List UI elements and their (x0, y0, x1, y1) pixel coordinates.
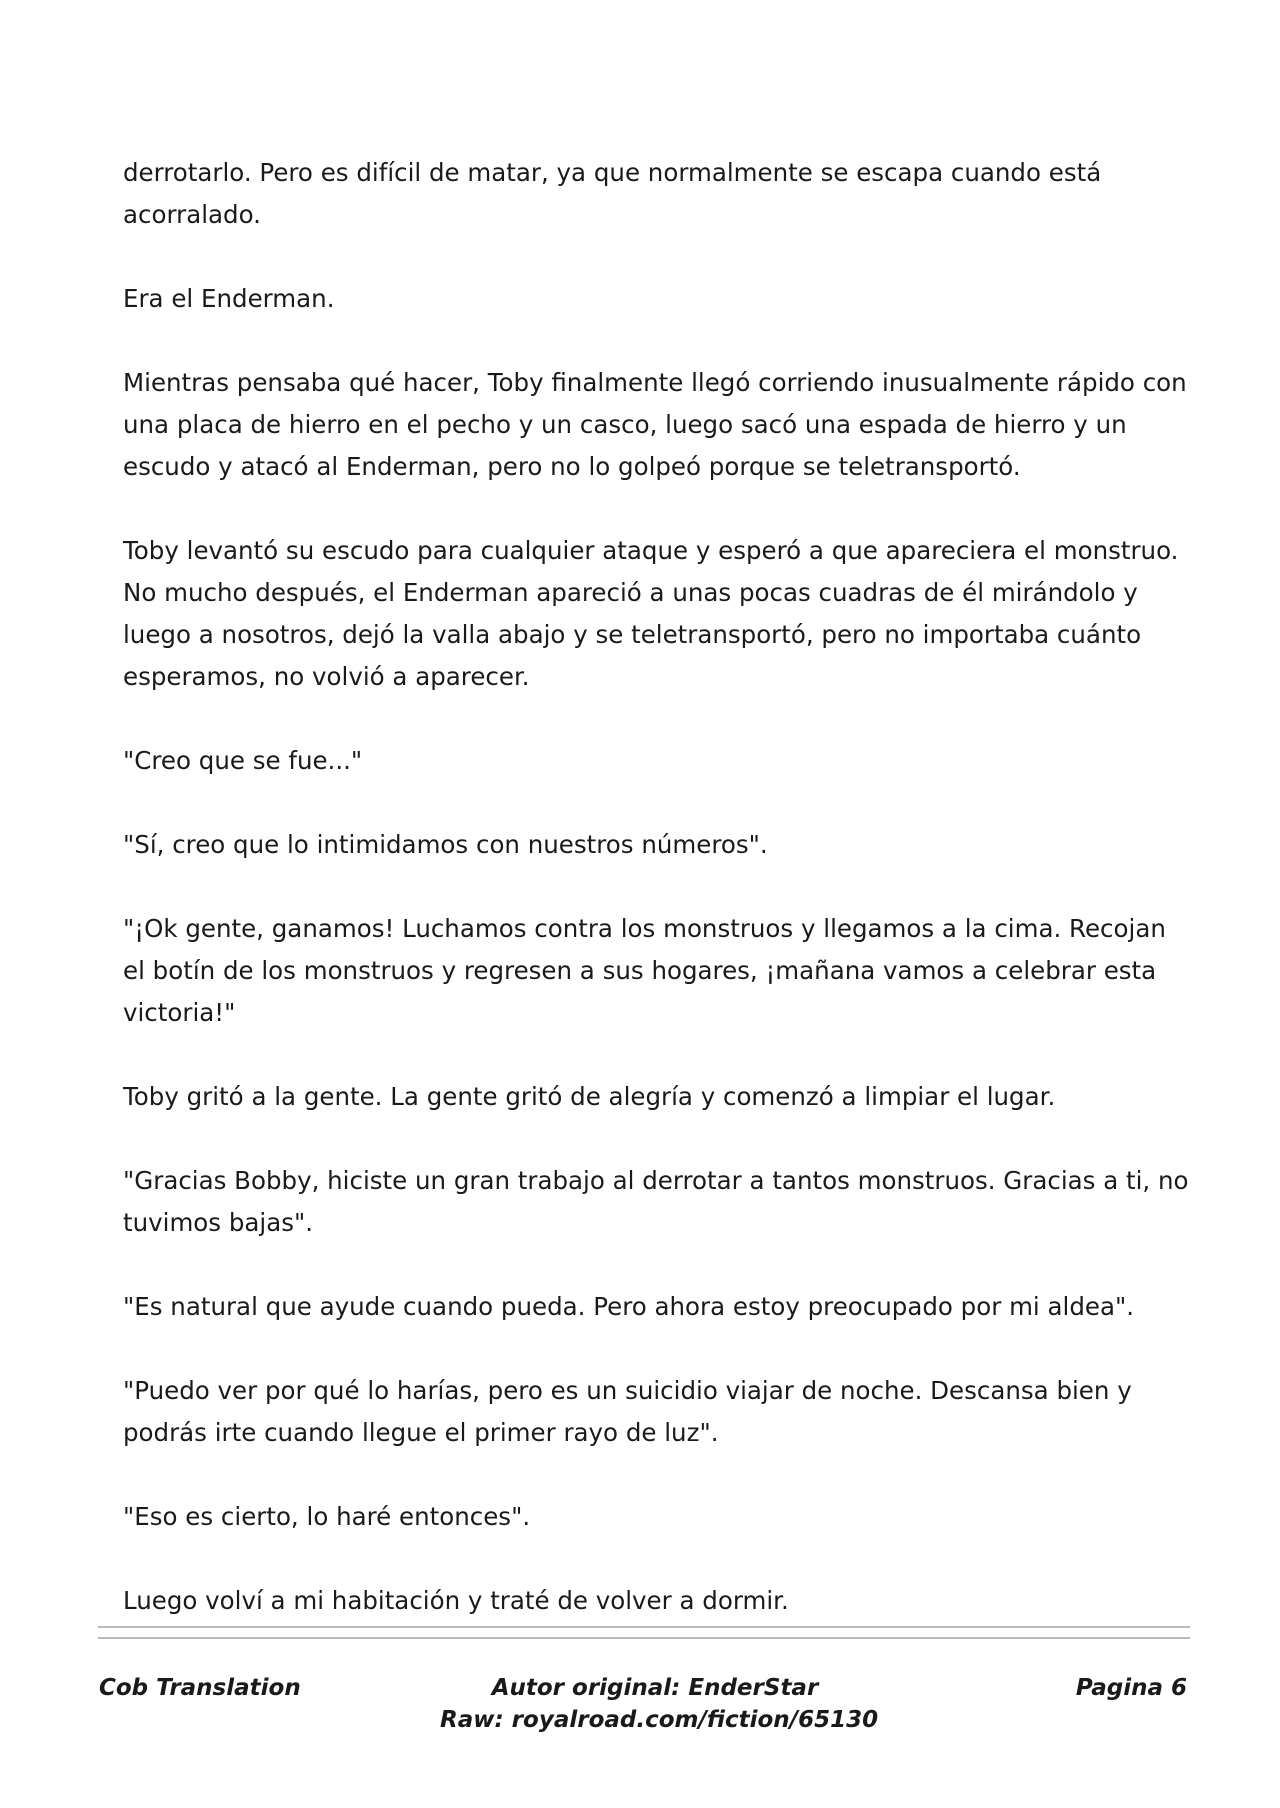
paragraph: Era el Enderman. (123, 284, 335, 313)
paragraph: Mientras pensaba qué hacer, Toby finalmente llegó corriendo inusualmente rápido con una placa de hierro en el pecho y un casco, luego sacó una espada de hierro y un escudo y atacó al Enderman, pero no lo golpeó porque se teletransportó. (123, 368, 1187, 481)
footer-divider-bottom (98, 1637, 1190, 1639)
footer-raw-source: Raw: royalroad.com/fiction/65130 (440, 1707, 879, 1733)
paragraph: "Gracias Bobby, hiciste un gran trabajo al derrotar a tantos monstruos. Gracias a ti, no tuvimos bajas". (123, 1166, 1189, 1237)
paragraph: "¡Ok gente, ganamos! Luchamos contra los monstruos y llegamos a la cima. Recojan el botín de los monstruos y regresen a sus hogares, ¡mañana vamos a celebrar esta victoria!" (123, 914, 1166, 1027)
footer-author: Autor original: EnderStar (491, 1675, 819, 1701)
paragraph: "Creo que se fue..." (123, 746, 363, 775)
paragraph: "Sí, creo que lo intimidamos con nuestros números". (123, 830, 768, 859)
footer-credits (440, 1672, 879, 1736)
footer-page-number: Pagina 6 (1075, 1675, 1187, 1701)
paragraph: Toby gritó a la gente. La gente gritó de alegría y comenzó a limpiar el lugar. (123, 1082, 1056, 1111)
footer-divider-top (98, 1626, 1190, 1628)
paragraph: Toby levantó su escudo para cualquier ataque y esperó a que apareciera el monstruo. No mucho después, el Enderman apareció a unas pocas cuadras de él mirándolo y luego a nosotros, dejó la valla abajo y se teletransportó, pero no importaba cuánto esperamos, no volvió a aparecer. (123, 536, 1179, 691)
paragraph: "Eso es cierto, lo haré entonces". (123, 1502, 531, 1531)
paragraph: "Es natural que ayude cuando pueda. Pero ahora estoy preocupado por mi aldea". (123, 1292, 1135, 1321)
paragraph: Luego volví a mi habitación y traté de volver a dormir. (123, 1586, 789, 1615)
footer-translator: Cob Translation (99, 1675, 301, 1701)
paragraph: "Puedo ver por qué lo harías, pero es un suicidio viajar de noche. Descansa bien y podrás irte cuando llegue el primer rayo de luz". (123, 1376, 1132, 1447)
page-body (123, 152, 1193, 1664)
paragraph: derrotarlo. Pero es difícil de matar, ya que normalmente se escapa cuando está acorralado. (123, 158, 1102, 229)
